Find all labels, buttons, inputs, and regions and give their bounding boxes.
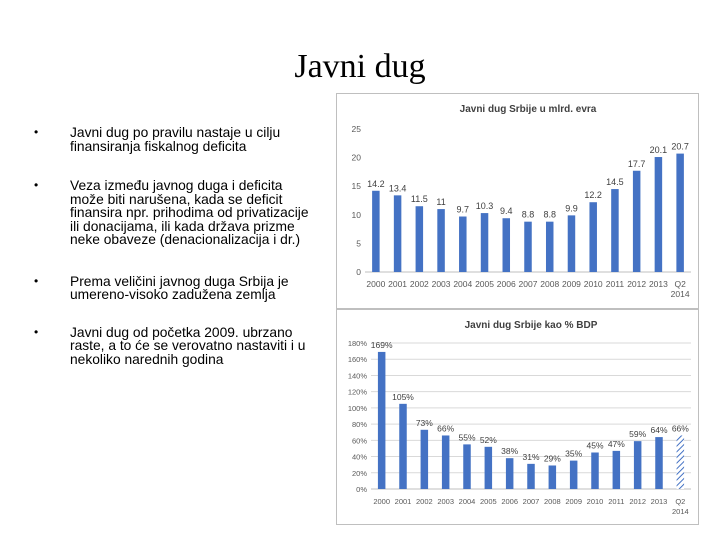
data-label: 31% (522, 451, 540, 462)
bar (655, 437, 663, 489)
data-label: 52% (479, 434, 497, 445)
y-tick-label: 80% (351, 420, 367, 430)
bullet-item (30, 126, 320, 153)
bullet-item (30, 179, 320, 247)
data-label: 64% (650, 425, 668, 436)
data-label: 55% (458, 432, 476, 443)
y-tick-label: 120% (347, 387, 367, 397)
y-tick-label: 0 (356, 267, 361, 277)
data-label: 9.7 (456, 204, 470, 215)
data-label: 13.4 (388, 183, 407, 194)
y-tick-label: 100% (347, 403, 367, 413)
bar (546, 222, 554, 272)
data-label: 9.4 (500, 206, 513, 217)
x-tick-label: 2008 (540, 279, 560, 289)
x-tick-label: 2002 (409, 279, 429, 289)
chart-title: Javni dug Srbije u mlrd. evra (459, 104, 597, 115)
x-tick-label: 2006 (496, 279, 516, 289)
data-label: 105% (392, 391, 414, 402)
data-label: 14.5 (606, 177, 624, 188)
x-tick-label: 2005 (475, 279, 494, 289)
bar (611, 189, 619, 272)
bullet-icon: • (34, 125, 39, 139)
bar (394, 195, 402, 272)
bar (506, 458, 514, 489)
x-tick-label: 2002 (415, 497, 433, 506)
data-label: 38% (501, 446, 519, 457)
x-tick-label: 2010 (583, 279, 603, 289)
x-tick-label: Q2 (675, 497, 686, 506)
x-tick-label: 2004 (458, 497, 476, 506)
x-tick-label: 2012 (629, 497, 647, 506)
debt-gdp-chart (336, 309, 699, 525)
bar (416, 206, 424, 272)
bullet-text: Javni dug po pravilu nastaje u cilju finansiranja fiskalnog deficita (70, 125, 281, 154)
y-tick-label: 25 (351, 124, 361, 134)
x-tick-label: 2003 (437, 497, 455, 506)
bullet-item (30, 326, 320, 367)
x-tick-label: 2011 (608, 497, 625, 506)
x-tick-label: 2010 (586, 497, 604, 506)
x-tick-label: 2003 (431, 279, 451, 289)
data-label: 14.2 (367, 178, 385, 189)
bullet-list (30, 126, 320, 366)
bar (459, 217, 467, 272)
bar (481, 213, 489, 272)
data-label: 66% (437, 423, 455, 434)
bar (524, 222, 532, 272)
chart-title: Javni dug Srbije kao % BDP (464, 320, 598, 331)
x-tick-label: 2014 (670, 289, 690, 299)
data-label: 11 (436, 197, 446, 208)
data-label: 20.7 (671, 141, 689, 152)
bar (633, 171, 641, 272)
bar (634, 441, 642, 489)
x-tick-label: 2004 (453, 279, 473, 289)
x-tick-label: 2014 (671, 507, 689, 516)
bar (568, 215, 576, 272)
bullet-icon: • (34, 273, 39, 288)
x-tick-label: 2009 (565, 497, 583, 506)
x-tick-label: 2013 (648, 279, 668, 289)
data-label: 169% (370, 339, 393, 350)
bar (549, 465, 557, 489)
data-label: 8.8 (521, 209, 535, 220)
x-tick-label: 2006 (501, 497, 519, 506)
y-tick-label: 15 (351, 181, 361, 192)
bar (676, 154, 684, 272)
y-tick-label: 10 (351, 209, 361, 220)
y-tick-label: 0% (356, 485, 367, 494)
debt-billion-chart-svg (337, 94, 698, 308)
y-tick-label: 5 (356, 238, 361, 249)
x-tick-label: 2009 (562, 279, 581, 289)
x-tick-label: 2007 (518, 279, 538, 289)
bar (677, 435, 685, 489)
bullet-icon: • (34, 178, 39, 192)
x-tick-label: 2011 (605, 279, 625, 289)
y-tick-label: 20 (351, 152, 361, 163)
data-label: 20.1 (649, 145, 668, 156)
debt-gdp-chart-svg (337, 310, 698, 524)
data-label: 11.5 (410, 194, 428, 205)
bar (503, 218, 511, 272)
y-tick-label: 160% (347, 355, 367, 365)
y-tick-label: 60% (351, 436, 367, 446)
data-label: 29% (543, 453, 561, 464)
bar (463, 444, 471, 489)
x-tick-label: 2000 (366, 279, 386, 289)
bullet-item (30, 275, 320, 302)
data-label: 73% (415, 417, 433, 428)
data-label: 66% (671, 423, 689, 434)
bar (421, 430, 429, 489)
bar (591, 453, 599, 490)
bar (372, 191, 380, 272)
x-tick-label: 2007 (522, 497, 540, 506)
bar (378, 352, 386, 489)
x-tick-label: 2005 (479, 497, 497, 506)
x-tick-label: 2012 (627, 279, 647, 289)
x-tick-label: 2008 (543, 497, 561, 506)
data-label: 10.3 (475, 201, 494, 212)
data-label: 59% (629, 429, 647, 440)
data-label: 47% (607, 438, 625, 449)
bar (485, 447, 493, 489)
x-tick-label: Q2 (674, 279, 686, 289)
x-tick-label: 2000 (373, 497, 391, 506)
bullet-text: Prema veličini javnog duga Srbija je umereno-visoko zadužena zemlja (70, 273, 289, 302)
data-label: 9.9 (565, 203, 578, 214)
y-tick-label: 180% (347, 339, 367, 348)
bar (437, 209, 445, 272)
data-label: 12.2 (584, 190, 602, 201)
data-label: 35% (565, 448, 583, 459)
bullet-text: Veza između javnog duga i deficita može biti narušena, kada se deficit finansira npr. prihodima od privatizacije ili donacijama, ili kada država prizme neke obaveze (denacionalizacija i dr.) (70, 178, 309, 247)
bar (570, 461, 578, 489)
bar (399, 404, 407, 489)
bar (655, 157, 663, 272)
x-tick-label: 2001 (388, 279, 408, 289)
bullet-text: Javni dug od početka 2009. ubrzano raste, a to će se verovatno nastaviti i u nekoliko narednih godina (70, 324, 306, 367)
data-label: 17.7 (627, 158, 646, 169)
debt-billion-chart (336, 93, 699, 309)
data-label: 45% (586, 440, 604, 451)
data-label: 8.8 (543, 209, 556, 220)
y-tick-label: 40% (351, 452, 367, 462)
y-tick-label: 20% (351, 468, 367, 478)
x-tick-label: 2013 (650, 497, 668, 506)
bar (527, 464, 535, 489)
y-tick-label: 140% (347, 371, 367, 381)
bar (613, 451, 621, 489)
bar (442, 435, 450, 489)
bullet-icon: • (34, 324, 39, 339)
x-tick-label: 2001 (394, 497, 412, 506)
bar (589, 202, 597, 272)
slide-title: Javni dug (294, 48, 426, 85)
